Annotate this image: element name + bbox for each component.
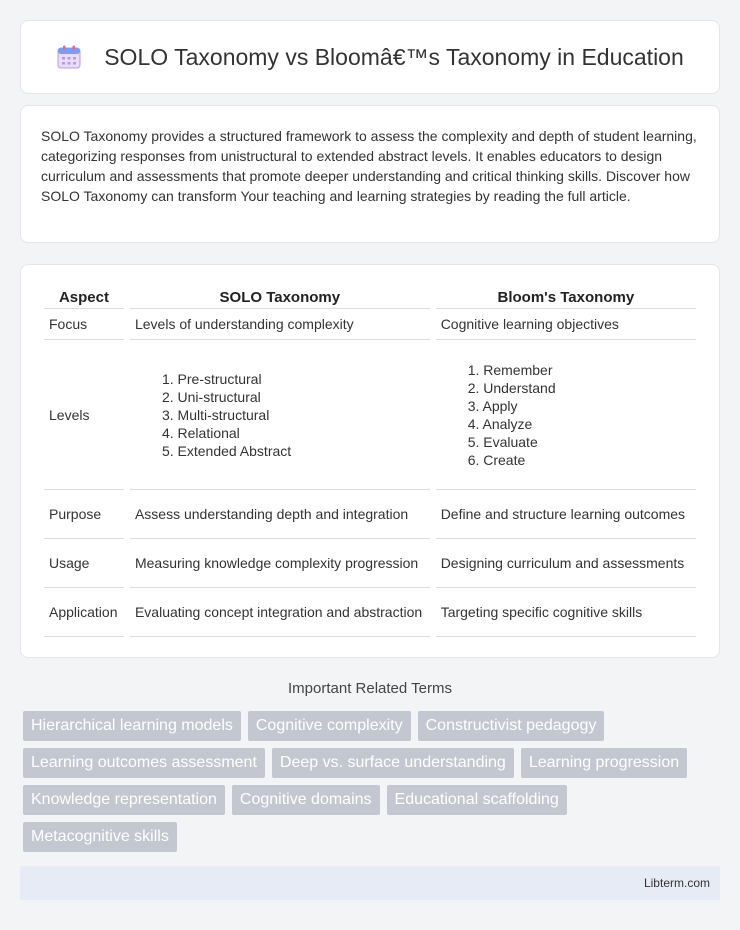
solo-levels-list bbox=[135, 370, 425, 460]
list-item: 6. Create bbox=[467, 451, 526, 468]
cell-bloom: Targeting specific cognitive skills bbox=[436, 588, 696, 637]
term-tag[interactable]: Cognitive domains bbox=[232, 785, 380, 815]
footer bbox=[20, 866, 720, 900]
list-item: 5. Extended Abstract bbox=[161, 442, 292, 459]
list-item: 4. Relational bbox=[161, 424, 240, 441]
cell-bloom: Designing curriculum and assessments bbox=[436, 539, 696, 588]
table-row bbox=[44, 490, 696, 539]
cell-aspect: Levels bbox=[44, 340, 124, 490]
list-item: 3. Multi-structural bbox=[161, 406, 270, 423]
term-tag[interactable]: Deep vs. surface understanding bbox=[272, 748, 514, 778]
table-row bbox=[44, 340, 696, 490]
cell-bloom-levels bbox=[436, 340, 696, 490]
cell-aspect: Purpose bbox=[44, 490, 124, 539]
term-tag[interactable]: Cognitive complexity bbox=[248, 711, 411, 741]
term-tag[interactable]: Educational scaffolding bbox=[387, 785, 567, 815]
bloom-levels-list bbox=[441, 361, 691, 469]
related-terms-heading: Important Related Terms bbox=[288, 680, 452, 697]
cell-solo: Measuring knowledge complexity progression bbox=[130, 539, 430, 588]
cell-bloom: Cognitive learning objectives bbox=[436, 309, 696, 340]
term-tag[interactable]: Knowledge representation bbox=[23, 785, 225, 815]
header-solo: SOLO Taxonomy bbox=[130, 283, 430, 309]
footer-brand-link[interactable]: Libterm.com bbox=[643, 876, 710, 890]
comparison-table bbox=[38, 283, 702, 637]
title-card bbox=[20, 20, 720, 94]
term-tag[interactable]: Learning progression bbox=[521, 748, 687, 778]
list-item: 3. Apply bbox=[467, 397, 518, 414]
table-row bbox=[44, 309, 696, 340]
calendar-icon bbox=[56, 44, 82, 70]
list-item: 2. Understand bbox=[467, 379, 556, 396]
term-tag[interactable]: Constructivist pedagogy bbox=[418, 711, 605, 741]
intro-text: SOLO Taxonomy provides a structured framework to assess the complexity and depth of student learning, categorizing responses from unistructural to extended abstract levels. It enables educators to design curriculum and assessments that promote deeper understanding and critical thinking skills. Discover how SOLO Taxonomy can transform Your teaching and learning strategies by reading the full article. bbox=[41, 128, 697, 204]
term-tag[interactable]: Hierarchical learning models bbox=[23, 711, 241, 741]
table-row bbox=[44, 588, 696, 637]
intro-card bbox=[20, 105, 720, 243]
term-tag[interactable]: Metacognitive skills bbox=[23, 822, 177, 852]
cell-solo-levels bbox=[130, 340, 430, 490]
page-title: SOLO Taxonomy vs Bloomâ€™s Taxonomy in Education bbox=[104, 43, 684, 70]
related-terms-list bbox=[23, 711, 723, 852]
table-row bbox=[44, 539, 696, 588]
list-item: 1. Pre-structural bbox=[161, 370, 262, 387]
cell-aspect: Focus bbox=[44, 309, 124, 340]
cell-bloom: Define and structure learning outcomes bbox=[436, 490, 696, 539]
list-item: 1. Remember bbox=[467, 361, 553, 378]
cell-solo: Assess understanding depth and integration bbox=[130, 490, 430, 539]
list-item: 5. Evaluate bbox=[467, 433, 538, 450]
list-item: 4. Analyze bbox=[467, 415, 533, 432]
cell-solo: Levels of understanding complexity bbox=[130, 309, 430, 340]
list-item: 2. Uni-structural bbox=[161, 388, 261, 405]
cell-solo: Evaluating concept integration and abstraction bbox=[130, 588, 430, 637]
cell-aspect: Usage bbox=[44, 539, 124, 588]
comparison-table-card bbox=[20, 264, 720, 658]
header-aspect: Aspect bbox=[44, 283, 124, 309]
cell-aspect: Application bbox=[44, 588, 124, 637]
header-bloom: Bloom's Taxonomy bbox=[436, 283, 696, 309]
term-tag[interactable]: Learning outcomes assessment bbox=[23, 748, 265, 778]
